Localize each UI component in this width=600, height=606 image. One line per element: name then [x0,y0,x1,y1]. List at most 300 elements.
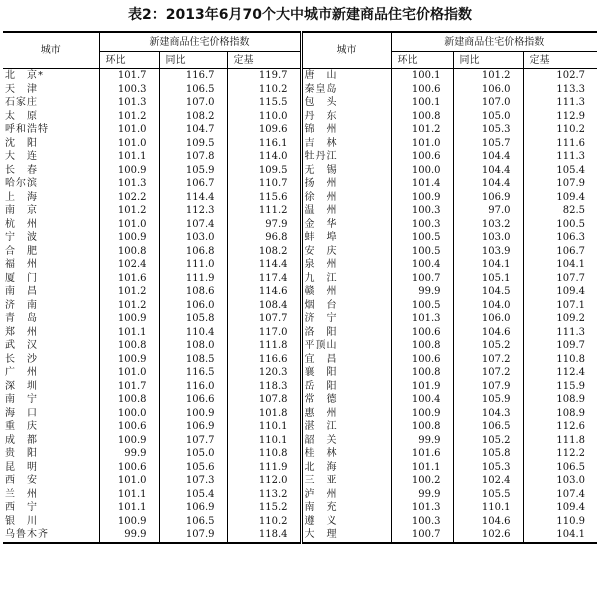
hb-right-cell: 99.9 [391,434,453,448]
col-tb-left: 同比 [159,52,227,69]
hb-left-cell: 100.9 [99,434,159,448]
table-row [3,474,597,488]
city-left-cell: 南 宁 [5,394,38,406]
tb-left-cell: 106.9 [159,501,227,515]
dj-right-cell: 110.2 [523,123,597,137]
tb-left-cell: 104.7 [159,123,227,137]
table-row [3,137,597,151]
tb-left-cell: 106.5 [159,83,227,97]
city-right-cell: 大 理 [301,528,391,543]
hb-right-cell: 100.6 [391,326,453,340]
table-row [3,420,597,434]
dj-left-cell: 107.8 [227,393,301,407]
dj-right-cell: 109.2 [523,312,597,326]
table-row [3,245,597,259]
city-header-right: 城市 [301,32,391,69]
hb-left-cell: 101.0 [99,137,159,151]
dj-left-cell: 115.6 [227,191,301,205]
dj-left-cell: 118.4 [227,528,301,543]
table-row [3,339,597,353]
dj-left-cell: 117.0 [227,326,301,340]
city-left-cell: 银 川 [5,515,38,527]
hb-left-cell: 101.1 [99,501,159,515]
tb-left-cell: 108.2 [159,110,227,124]
tb-right-cell: 104.4 [453,150,523,164]
hb-left-cell: 101.2 [99,110,159,124]
tb-right-cell: 106.9 [453,191,523,205]
tb-right-cell: 110.1 [453,501,523,515]
dj-right-cell: 110.8 [523,353,597,367]
city-left-cell: 福 州 [5,259,38,271]
tb-right-cell: 105.3 [453,123,523,137]
hb-right-cell: 100.1 [391,96,453,110]
table-row [3,150,597,164]
tb-right-cell: 105.9 [453,393,523,407]
city-left-cell: 西 宁 [5,502,38,514]
city-right-cell: 北 海 [301,461,391,475]
hb-right-cell: 100.6 [391,83,453,97]
dj-right-cell: 107.4 [523,488,597,502]
hb-left-cell: 101.2 [99,204,159,218]
city-right-cell: 九 江 [301,272,391,286]
dj-right-cell: 111.8 [523,434,597,448]
hb-right-cell: 100.3 [391,204,453,218]
tb-right-cell: 107.2 [453,353,523,367]
hb-left-cell: 100.9 [99,515,159,529]
city-right-cell: 徐 州 [301,191,391,205]
dj-left-cell: 110.1 [227,420,301,434]
tb-right-cell: 105.2 [453,434,523,448]
tb-left-cell: 110.4 [159,326,227,340]
tb-right-cell: 104.0 [453,299,523,313]
city-left-cell: 贵 阳 [5,448,38,460]
col-tb-right: 同比 [453,52,523,69]
hb-left-cell: 99.9 [99,447,159,461]
tb-left-cell: 105.8 [159,312,227,326]
dj-right-cell: 105.4 [523,164,597,178]
hb-right-cell: 100.8 [391,339,453,353]
dj-left-cell: 114.4 [227,258,301,272]
city-left-cell: 南 京 [5,205,38,217]
city-left-cell: 广 州 [5,367,38,379]
hb-right-cell: 100.5 [391,299,453,313]
hb-right-cell: 100.6 [391,150,453,164]
hb-left-cell: 100.6 [99,420,159,434]
table-row [3,434,597,448]
dj-right-cell: 107.9 [523,177,597,191]
table-row [3,231,597,245]
dj-left-cell: 108.2 [227,245,301,259]
table-row [3,515,597,529]
dj-left-cell: 108.4 [227,299,301,313]
hb-left-cell: 100.8 [99,339,159,353]
city-left-cell: 重 庆 [5,421,38,433]
city-right-cell: 无 锡 [301,164,391,178]
city-left-cell: 兰 州 [5,488,38,500]
col-hb-right: 环比 [391,52,453,69]
dj-right-cell: 106.3 [523,231,597,245]
dj-left-cell: 110.0 [227,110,301,124]
tb-left-cell: 106.6 [159,393,227,407]
hb-right-cell: 101.0 [391,137,453,151]
hb-left-cell: 101.7 [99,69,159,83]
hb-right-cell: 100.4 [391,258,453,272]
hb-right-cell: 100.5 [391,231,453,245]
hb-right-cell: 101.6 [391,447,453,461]
dj-right-cell: 104.1 [523,528,597,543]
hb-left-cell: 102.4 [99,258,159,272]
hb-left-cell: 100.9 [99,312,159,326]
price-index-table [3,31,597,544]
tb-left-cell: 100.9 [159,407,227,421]
city-left-cell: 大 连 [5,151,38,163]
city-right-cell: 湛 江 [301,420,391,434]
tb-left-cell: 108.5 [159,353,227,367]
hb-right-cell: 100.6 [391,353,453,367]
city-right-cell: 三 亚 [301,474,391,488]
dj-right-cell: 102.7 [523,69,597,83]
hb-right-cell: 101.3 [391,312,453,326]
tb-left-cell: 116.7 [159,69,227,83]
table-row [3,366,597,380]
city-right-cell: 扬 州 [301,177,391,191]
dj-right-cell: 112.2 [523,447,597,461]
dj-left-cell: 110.2 [227,83,301,97]
tb-right-cell: 105.8 [453,447,523,461]
table-row [3,177,597,191]
hb-left-cell: 101.0 [99,218,159,232]
dj-left-cell: 107.7 [227,312,301,326]
hb-left-cell: 101.0 [99,366,159,380]
tb-right-cell: 106.0 [453,83,523,97]
hb-right-cell: 101.3 [391,501,453,515]
tb-right-cell: 104.6 [453,326,523,340]
city-right-cell: 济 宁 [301,312,391,326]
dj-right-cell: 110.9 [523,515,597,529]
hb-right-cell: 100.3 [391,515,453,529]
tb-left-cell: 106.5 [159,515,227,529]
hb-left-cell: 100.6 [99,461,159,475]
hb-right-cell: 100.7 [391,272,453,286]
col-dj-right: 定基 [523,52,597,69]
dj-right-cell: 106.7 [523,245,597,259]
city-right-cell: 秦皇岛 [301,83,391,97]
city-right-cell: 金 华 [301,218,391,232]
city-left-cell: 昆 明 [5,461,38,473]
tb-left-cell: 116.0 [159,380,227,394]
dj-left-cell: 110.8 [227,447,301,461]
tb-left-cell: 109.5 [159,137,227,151]
tb-left-cell: 106.0 [159,299,227,313]
hb-right-cell: 100.9 [391,191,453,205]
city-right-cell: 遵 义 [301,515,391,529]
hb-right-cell: 100.5 [391,245,453,259]
tb-right-cell: 104.5 [453,285,523,299]
tb-left-cell: 108.0 [159,339,227,353]
city-right-cell: 蚌 埠 [301,231,391,245]
hb-left-cell: 101.0 [99,123,159,137]
table-title: 表2：2013年6月70个大中城市新建商品住宅价格指数 [128,7,472,23]
table-row [3,461,597,475]
city-right-cell: 南 充 [301,501,391,515]
dj-left-cell: 111.2 [227,204,301,218]
hb-left-cell: 101.2 [99,285,159,299]
hb-right-cell: 99.9 [391,488,453,502]
dj-left-cell: 117.4 [227,272,301,286]
tb-left-cell: 105.0 [159,447,227,461]
dj-left-cell: 114.0 [227,150,301,164]
table-row [3,83,597,97]
city-left-cell: 长 沙 [5,353,38,365]
hb-right-cell: 100.1 [391,69,453,83]
tb-left-cell: 107.8 [159,150,227,164]
hb-right-cell: 99.9 [391,285,453,299]
hb-right-cell: 100.2 [391,474,453,488]
tb-right-cell: 103.0 [453,231,523,245]
tb-right-cell: 107.2 [453,366,523,380]
table-row [3,96,597,110]
table-row [3,326,597,340]
tb-left-cell: 107.3 [159,474,227,488]
table-row [3,407,597,421]
tb-right-cell: 105.7 [453,137,523,151]
dj-right-cell: 111.6 [523,137,597,151]
tb-right-cell: 107.9 [453,380,523,394]
hb-left-cell: 101.1 [99,326,159,340]
city-left-cell: 西 安 [5,475,38,487]
hb-right-cell: 100.0 [391,164,453,178]
dj-left-cell: 112.0 [227,474,301,488]
city-left-cell: 长 春 [5,164,38,176]
table-row [3,380,597,394]
tb-left-cell: 107.4 [159,218,227,232]
dj-right-cell: 109.4 [523,501,597,515]
dj-left-cell: 96.8 [227,231,301,245]
tb-right-cell: 104.3 [453,407,523,421]
city-left-cell: 郑 州 [5,326,38,338]
hb-left-cell: 102.2 [99,191,159,205]
city-right-cell: 唐 山 [301,69,391,83]
tb-right-cell: 104.4 [453,177,523,191]
hb-right-cell: 100.8 [391,366,453,380]
dj-left-cell: 111.9 [227,461,301,475]
tb-right-cell: 104.4 [453,164,523,178]
city-right-cell: 常 德 [301,393,391,407]
group-header-left: 新建商品住宅价格指数 [99,32,301,52]
dj-left-cell: 97.9 [227,218,301,232]
hb-right-cell: 100.7 [391,528,453,543]
tb-left-cell: 107.7 [159,434,227,448]
hb-right-cell: 101.4 [391,177,453,191]
dj-right-cell: 113.3 [523,83,597,97]
hb-left-cell: 101.0 [99,474,159,488]
tb-right-cell: 101.2 [453,69,523,83]
col-hb-left: 环比 [99,52,159,69]
dj-right-cell: 104.1 [523,258,597,272]
city-right-cell: 平顶山 [301,339,391,353]
tb-left-cell: 106.9 [159,420,227,434]
table-row [3,312,597,326]
dj-left-cell: 111.8 [227,339,301,353]
city-left-cell: 成 都 [5,434,38,446]
dj-right-cell: 107.7 [523,272,597,286]
hb-left-cell: 100.9 [99,231,159,245]
city-right-cell: 锦 州 [301,123,391,137]
table-row [3,69,597,83]
tb-left-cell: 106.8 [159,245,227,259]
hb-right-cell: 100.8 [391,420,453,434]
city-right-cell: 安 庆 [301,245,391,259]
dj-right-cell: 115.9 [523,380,597,394]
dj-right-cell: 109.7 [523,339,597,353]
dj-left-cell: 120.3 [227,366,301,380]
tb-right-cell: 105.5 [453,488,523,502]
hb-left-cell: 101.1 [99,488,159,502]
tb-right-cell: 105.0 [453,110,523,124]
hb-left-cell: 101.1 [99,150,159,164]
table-row [3,123,597,137]
dj-left-cell: 116.6 [227,353,301,367]
dj-right-cell: 109.4 [523,191,597,205]
hb-left-cell: 100.8 [99,245,159,259]
dj-left-cell: 109.6 [227,123,301,137]
dj-left-cell: 101.8 [227,407,301,421]
table-body [3,69,597,543]
dj-right-cell: 111.3 [523,150,597,164]
table-row [3,393,597,407]
table-row [3,272,597,286]
hb-left-cell: 100.9 [99,164,159,178]
tb-left-cell: 105.4 [159,488,227,502]
tb-left-cell: 107.9 [159,528,227,543]
city-left-cell: 杭 州 [5,218,38,230]
city-right-cell: 桂 林 [301,447,391,461]
dj-right-cell: 106.5 [523,461,597,475]
dj-right-cell: 108.9 [523,393,597,407]
dj-right-cell: 111.3 [523,326,597,340]
tb-left-cell: 103.0 [159,231,227,245]
city-right-cell: 宜 昌 [301,353,391,367]
table-row [3,258,597,272]
hb-right-cell: 101.2 [391,123,453,137]
table-row [3,164,597,178]
city-left-cell: 合 肥 [5,245,38,257]
tb-left-cell: 114.4 [159,191,227,205]
dj-right-cell: 107.1 [523,299,597,313]
table-row [3,353,597,367]
tb-left-cell: 111.0 [159,258,227,272]
city-right-cell: 包 头 [301,96,391,110]
hb-left-cell: 100.9 [99,353,159,367]
city-left-cell: 青 岛 [5,313,38,325]
city-left-cell: 天 津 [5,83,38,95]
city-left-cell: 石家庄 [5,97,38,109]
city-left-cell: 济 南 [5,299,38,311]
dj-right-cell: 82.5 [523,204,597,218]
city-right-cell: 泉 州 [301,258,391,272]
dj-right-cell: 112.9 [523,110,597,124]
dj-left-cell: 119.7 [227,69,301,83]
city-right-cell: 洛 阳 [301,326,391,340]
dj-right-cell: 103.0 [523,474,597,488]
table-row [3,218,597,232]
hb-left-cell: 101.3 [99,177,159,191]
dj-right-cell: 111.3 [523,96,597,110]
tb-left-cell: 108.6 [159,285,227,299]
tb-left-cell: 105.6 [159,461,227,475]
dj-left-cell: 118.3 [227,380,301,394]
hb-left-cell: 100.8 [99,393,159,407]
table-row [3,204,597,218]
dj-left-cell: 115.5 [227,96,301,110]
dj-left-cell: 110.2 [227,515,301,529]
city-left-cell: 北 京* [5,70,44,82]
tb-right-cell: 102.6 [453,528,523,543]
city-right-cell: 丹 东 [301,110,391,124]
city-right-cell: 韶 关 [301,434,391,448]
tb-left-cell: 105.9 [159,164,227,178]
dj-right-cell: 112.6 [523,420,597,434]
table-row [3,528,597,543]
hb-right-cell: 101.1 [391,461,453,475]
tb-right-cell: 106.5 [453,420,523,434]
hb-left-cell: 99.9 [99,528,159,543]
dj-right-cell: 112.4 [523,366,597,380]
table-row [3,299,597,313]
tb-right-cell: 102.4 [453,474,523,488]
tb-left-cell: 112.3 [159,204,227,218]
dj-right-cell: 108.9 [523,407,597,421]
hb-left-cell: 101.6 [99,272,159,286]
tb-left-cell: 116.5 [159,366,227,380]
city-left-cell: 海 口 [5,407,38,419]
city-left-cell: 呼和浩特 [5,124,49,136]
dj-right-cell: 109.4 [523,285,597,299]
city-right-cell: 泸 州 [301,488,391,502]
tb-right-cell: 105.2 [453,339,523,353]
city-right-cell: 惠 州 [301,407,391,421]
hb-left-cell: 101.3 [99,96,159,110]
table-row [3,110,597,124]
city-right-cell: 襄 阳 [301,366,391,380]
hb-left-cell: 100.3 [99,83,159,97]
dj-right-cell: 100.5 [523,218,597,232]
city-left-cell: 上 海 [5,191,38,203]
table-row [3,285,597,299]
table-row [3,447,597,461]
tb-right-cell: 103.2 [453,218,523,232]
hb-right-cell: 101.9 [391,380,453,394]
dj-left-cell: 110.1 [227,434,301,448]
dj-left-cell: 110.7 [227,177,301,191]
hb-left-cell: 101.7 [99,380,159,394]
tb-right-cell: 97.0 [453,204,523,218]
dj-left-cell: 113.2 [227,488,301,502]
city-left-cell: 沈 阳 [5,137,38,149]
hb-right-cell: 100.8 [391,110,453,124]
table-row [3,501,597,515]
col-dj-left: 定基 [227,52,301,69]
city-left-cell: 厦 门 [5,272,38,284]
city-left-cell: 南 昌 [5,286,38,298]
tb-right-cell: 105.3 [453,461,523,475]
city-right-cell: 岳 阳 [301,380,391,394]
city-right-cell: 烟 台 [301,299,391,313]
city-header-left: 城市 [3,32,99,69]
hb-left-cell: 101.2 [99,299,159,313]
group-header-right: 新建商品住宅价格指数 [391,32,597,52]
table-row [3,488,597,502]
